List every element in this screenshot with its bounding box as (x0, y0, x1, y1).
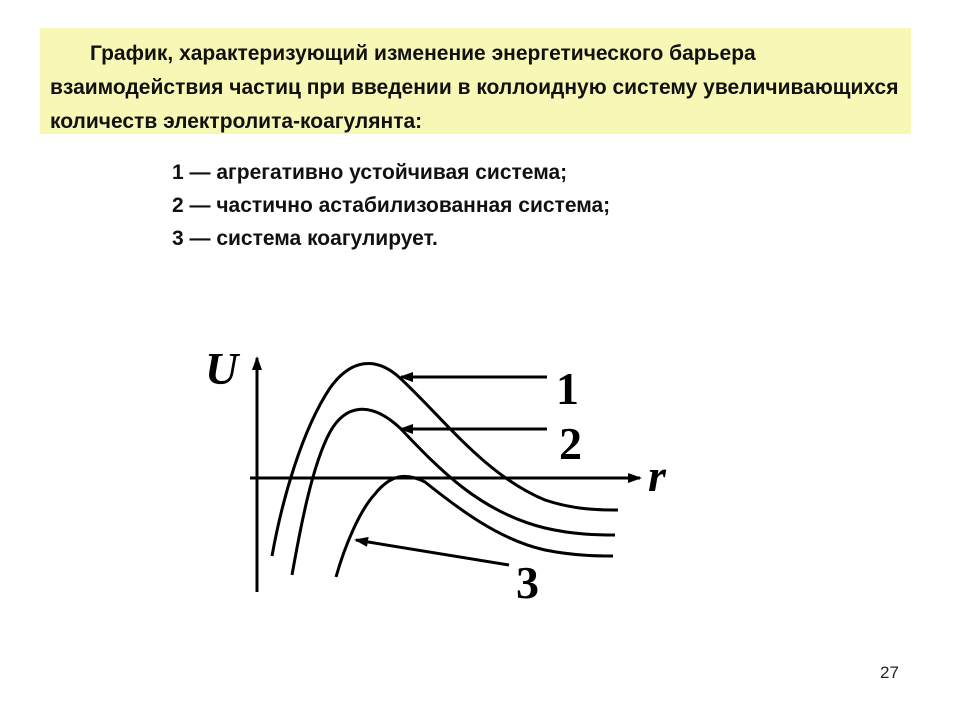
y-axis-label: U (205, 343, 239, 394)
legend-item-3: 3 — система коагулирует. (172, 227, 438, 250)
curve-label-3: 3 (516, 557, 539, 608)
arrow-label-3 (356, 540, 509, 565)
curve-label-2: 2 (559, 418, 582, 469)
curve-3 (336, 476, 613, 577)
legend-item-1: 1 — агрегативно устойчивая система; (172, 161, 568, 184)
slide-title: График, характеризующий изменение энергетического барьера взаимодействия частиц при введении в коллоидную систему увеличивающихся количеств электролита-коагулянта: (50, 42, 899, 133)
x-axis-label: r (648, 450, 666, 501)
legend-item-2: 2 — частично астабилизованная система; (172, 194, 611, 217)
page-number: 27 (880, 663, 899, 682)
curve-label-1: 1 (556, 363, 579, 414)
